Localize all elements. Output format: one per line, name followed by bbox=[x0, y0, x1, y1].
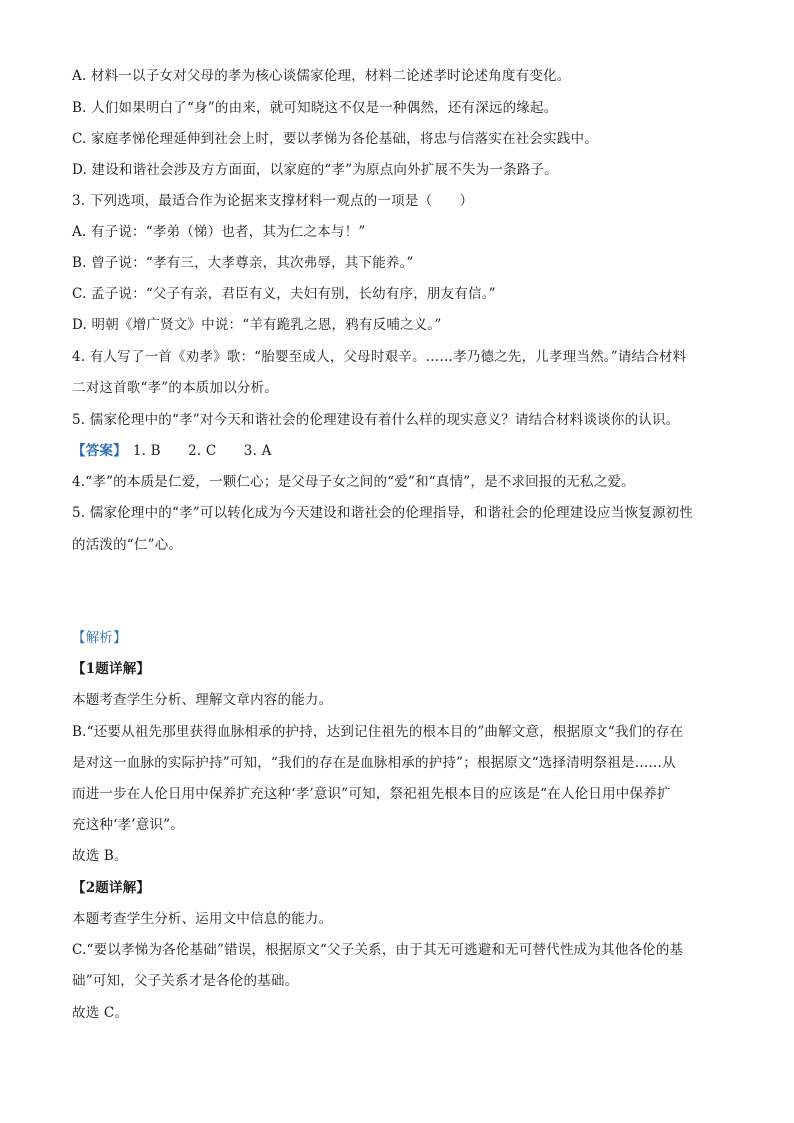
answer-tag: 【答案】 bbox=[72, 443, 127, 459]
q4-line-1: 4. 有人写了一首《劝孝》歌：“胎婴至成人，父母时艰辛。……孝乃德之先，儿孝理当然。”请结合材料 bbox=[72, 349, 687, 365]
answer-4: 4.“孝”的本质是仁爱，一颗仁心；是父母子女之间的“爱”和“真情”，是不求回报的无私之爱。 bbox=[72, 474, 635, 490]
q3-option-d: D. 明朝《增广贤文》中说：“羊有跪乳之恩，鸦有反哺之义。” bbox=[72, 317, 442, 333]
q2-option-b: B. 人们如果明白了“身”的由来，就可知晓这不仅是一种偶然，还有深远的缘起。 bbox=[72, 100, 558, 116]
q2-option-a: A. 材料一以子女对父母的孝为核心谈儒家伦理，材料二论述孝时论述角度有变化。 bbox=[72, 68, 571, 84]
q3-option-c: C. 孟子说：“父子有亲，君臣有义，夫妇有别，长幼有序，朋友有信。” bbox=[72, 286, 496, 302]
q2-option-c: C. 家庭孝悌伦理延伸到社会上时，要以孝悌为各伦基础，将忠与信落实在社会实践中。 bbox=[72, 131, 598, 147]
answer-5-line-2: 的活泼的“仁”心。 bbox=[72, 537, 183, 553]
detail-2-intro: 本题考查学生分析、运用文中信息的能力。 bbox=[72, 911, 333, 927]
q3-option-b: B. 曾子说：“孝有三，大孝尊亲，其次弗辱，其下能养。” bbox=[72, 255, 414, 271]
q3-stem: 3. 下列选项，最适合作为论据来支撑材料一观点的一项是（ ） bbox=[72, 193, 474, 209]
detail-2-line-1: C.“要以孝悌为各伦基础”错误，根据原文“父子关系，由于其无可逃避和无可替代性成为其他各伦的基 bbox=[72, 942, 684, 958]
detail-1-line-4: 充这种‘孝’意识”。 bbox=[72, 817, 184, 833]
q5-stem: 5. 儒家伦理中的“孝”对今天和谐社会的伦理建设有着什么样的现实意义？请结合材料谈谈你的认识。 bbox=[72, 412, 680, 428]
analysis-tag-text: 【解析】 bbox=[72, 630, 127, 646]
detail-2-title: 【2题详解】 bbox=[72, 880, 151, 896]
q3-option-a: A. 有子说：“孝弟（悌）也者，其为仁之本与！” bbox=[72, 224, 366, 240]
detail-1-line-2: 是对这一血脉的实际护持”可知，“我们的存在是血脉相承的护持”；根据原文“选择清明祭祖是……从 bbox=[72, 755, 676, 771]
detail-1-title: 【1题详解】 bbox=[72, 661, 151, 677]
answer-values: 1. B 2. C 3. A bbox=[132, 443, 272, 459]
q4-line-2: 二对这首歌“孝”的本质加以分析。 bbox=[72, 380, 279, 396]
detail-1-line-3: 而进一步在人伦日用中保养扩充这种‘孝’意识”可知，祭祀祖先根本目的应该是“在人伦日用中保养扩 bbox=[72, 786, 671, 802]
answer-5-line-1: 5. 儒家伦理中的“孝”可以转化成为今天建设和谐社会的伦理指导，和谐社会的伦理建设应当恢复源初性 bbox=[72, 505, 694, 521]
q2-option-d: D. 建设和谐社会涉及方方面面，以家庭的“孝”为原点向外扩展不失为一条路子。 bbox=[72, 162, 558, 178]
detail-1-line-1: B.“还要从祖先那里获得血脉相承的护持，达到记住祖先的根本目的”曲解文意，根据原文“我们的存在 bbox=[72, 724, 684, 740]
detail-1-intro: 本题考查学生分析、理解文章内容的能力。 bbox=[72, 692, 333, 708]
detail-2-line-2: 础”可知，父子关系才是各伦的基础。 bbox=[72, 973, 299, 989]
detail-2-conclusion: 故选 C。 bbox=[72, 1005, 129, 1021]
detail-1-conclusion: 故选 B。 bbox=[72, 848, 128, 864]
analysis-tag bbox=[72, 628, 127, 648]
answer-row bbox=[72, 441, 272, 461]
